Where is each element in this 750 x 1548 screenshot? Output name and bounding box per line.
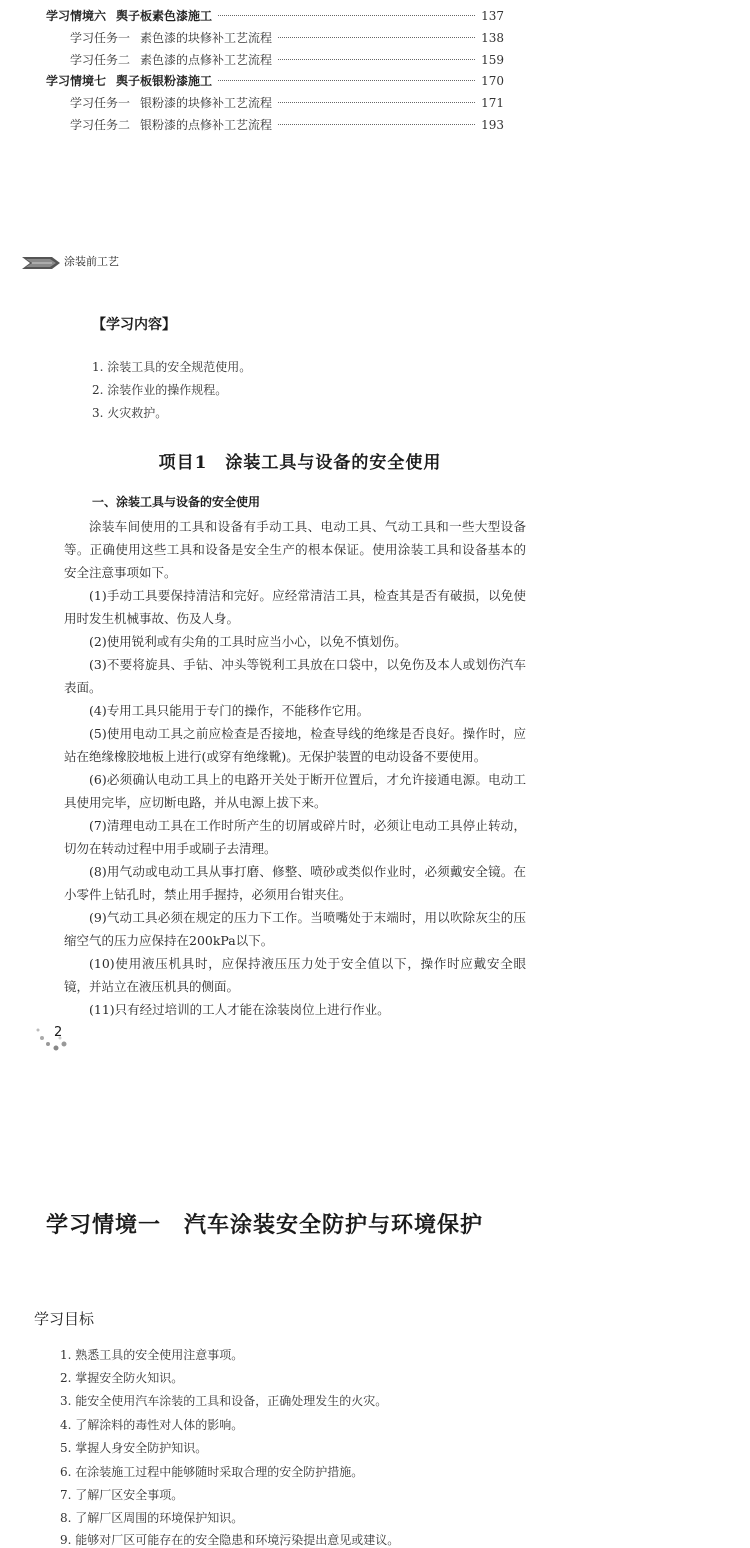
body-paragraph: (3)不要将旋具、手钻、冲头等锐利工具放在口袋中，以免伤及本人或划伤汽车表面。 <box>64 657 526 695</box>
body-paragraph: (1)手动工具要保持清洁和完好。应经常清洁工具，检查其是否有破损，以免使用时发生机械事故、伤及人身。 <box>64 588 526 626</box>
body-paragraph: (5)使用电动工具之前应检查是否接地，检查导线的绝缘是否良好。操作时，应站在绝缘橡胶地板上进行(或穿有绝缘靴)。无保护装置的电动设备不要使用。 <box>64 726 526 764</box>
content-item: 1. 涂装工具的安全规范使用。 <box>92 360 252 374</box>
goal-item: 5. 掌握人身安全防护知识。 <box>60 1441 208 1455</box>
toc-entry[interactable] <box>46 72 504 92</box>
toc-leader <box>278 59 475 60</box>
toc-leader <box>218 15 475 16</box>
learning-content-heading: 【学习内容】 <box>92 317 176 333</box>
toc-entry[interactable] <box>70 51 504 71</box>
toc-title: 素色漆的点修补工艺流程 <box>140 53 273 67</box>
toc-leader <box>278 124 475 125</box>
toc-title: 素色漆的块修补工艺流程 <box>140 31 273 45</box>
toc-page: 137 <box>481 9 504 23</box>
content-item: 3. 火灾救护。 <box>92 406 168 420</box>
body-paragraph: (8)用气动或电动工具从事打磨、修整、喷砂或类似作业时，必须戴安全镜。在小零件上钻孔时，禁止用手握持，必须用台钳夹住。 <box>64 864 526 902</box>
toc-title: 舆子板素色漆施工 <box>116 9 213 23</box>
header-arrow-icon <box>22 254 62 272</box>
body-paragraph: (6)必须确认电动工具上的电路开关处于断开位置后，才允许接通电源。电动工具使用完毕，应切断电路，并从电源上拔下来。 <box>64 772 526 810</box>
toc-leader <box>278 37 475 38</box>
page-number: 2 <box>54 1025 63 1040</box>
toc-leader <box>218 80 475 81</box>
toc-title: 银粉漆的点修补工艺流程 <box>140 118 273 132</box>
goal-item: 8. 了解厂区周围的环境保护知识。 <box>60 1511 244 1525</box>
toc-title: 银粉漆的块修补工艺流程 <box>140 96 273 110</box>
page-header-label: 涂装前工艺 <box>64 255 119 268</box>
toc-label: 学习情境七 <box>46 74 107 88</box>
toc-entry[interactable] <box>70 94 504 114</box>
body-paragraph: (2)使用锐利或有尖角的工具时应当小心，以免不慎划伤。 <box>89 634 407 649</box>
toc-entry[interactable] <box>70 29 504 49</box>
subsection-title: 一、涂装工具与设备的安全使用 <box>92 495 261 509</box>
body-paragraph: (11)只有经过培训的工人才能在涂装岗位上进行作业。 <box>89 1002 390 1017</box>
toc-page: 170 <box>481 74 504 88</box>
body-paragraph: (7)清理电动工具在工作时所产生的切屑或碎片时，必须让电动工具停止转动，切勿在转动过程中用手或刷子去清理。 <box>64 818 526 856</box>
body-paragraph: (9)气动工具必须在规定的压力下工作。当喷嘴处于末端时，用以吹除灰尘的压缩空气的压力应保持在200kPa以下。 <box>64 910 526 948</box>
goal-item: 3. 能安全使用汽车涂装的工具和设备，正确处理发生的火灾。 <box>60 1394 388 1408</box>
toc-label: 学习任务一 <box>70 31 131 45</box>
toc-page: 159 <box>481 53 504 67</box>
toc-label: 学习任务二 <box>70 118 131 132</box>
toc-leader <box>278 102 475 103</box>
toc-title: 舆子板银粉漆施工 <box>116 74 213 88</box>
body-paragraph: 涂装车间使用的工具和设备有手动工具、电动工具、气动工具和一些大型设备等。正确使用这些工具和设备是安全生产的根本保证。使用涂装工具和设备基本的安全注意事项如下。 <box>64 519 526 580</box>
toc-label: 学习任务一 <box>70 96 131 110</box>
goal-item: 1. 熟悉工具的安全使用注意事项。 <box>60 1348 244 1362</box>
goal-item: 6. 在涂装施工过程中能够随时采取合理的安全防护措施。 <box>60 1465 364 1479</box>
goal-item: 7. 了解厂区安全事项。 <box>60 1488 184 1502</box>
toc-page: 193 <box>481 118 504 132</box>
body-paragraph: (4)专用工具只能用于专门的操作，不能移作它用。 <box>89 703 370 718</box>
project-title: 项目1 涂装工具与设备的安全使用 <box>158 453 442 473</box>
learning-goals-heading: 学习目标 <box>34 1310 95 1328</box>
toc-entry[interactable] <box>70 116 504 136</box>
content-item: 2. 涂装作业的操作规程。 <box>92 383 228 397</box>
toc-label: 学习情境六 <box>46 9 107 23</box>
toc-label: 学习任务二 <box>70 53 131 67</box>
toc-page: 138 <box>481 31 504 45</box>
toc-entry[interactable] <box>46 7 504 27</box>
goal-item: 4. 了解涂料的毒性对人体的影响。 <box>60 1418 244 1432</box>
body-paragraph: (10)使用液压机具时，应保持液压压力处于安全值以下，操作时应戴安全眼镜，并站立在液压机具的侧面。 <box>64 956 526 994</box>
toc-page: 171 <box>481 96 504 110</box>
goal-item: 2. 掌握安全防火知识。 <box>60 1371 184 1385</box>
goal-item: 9. 能够对厂区可能存在的安全隐患和环境污染提出意见或建议。 <box>60 1533 400 1547</box>
chapter-title: 学习情境一 汽车涂装安全防护与环境保护 <box>46 1212 484 1238</box>
